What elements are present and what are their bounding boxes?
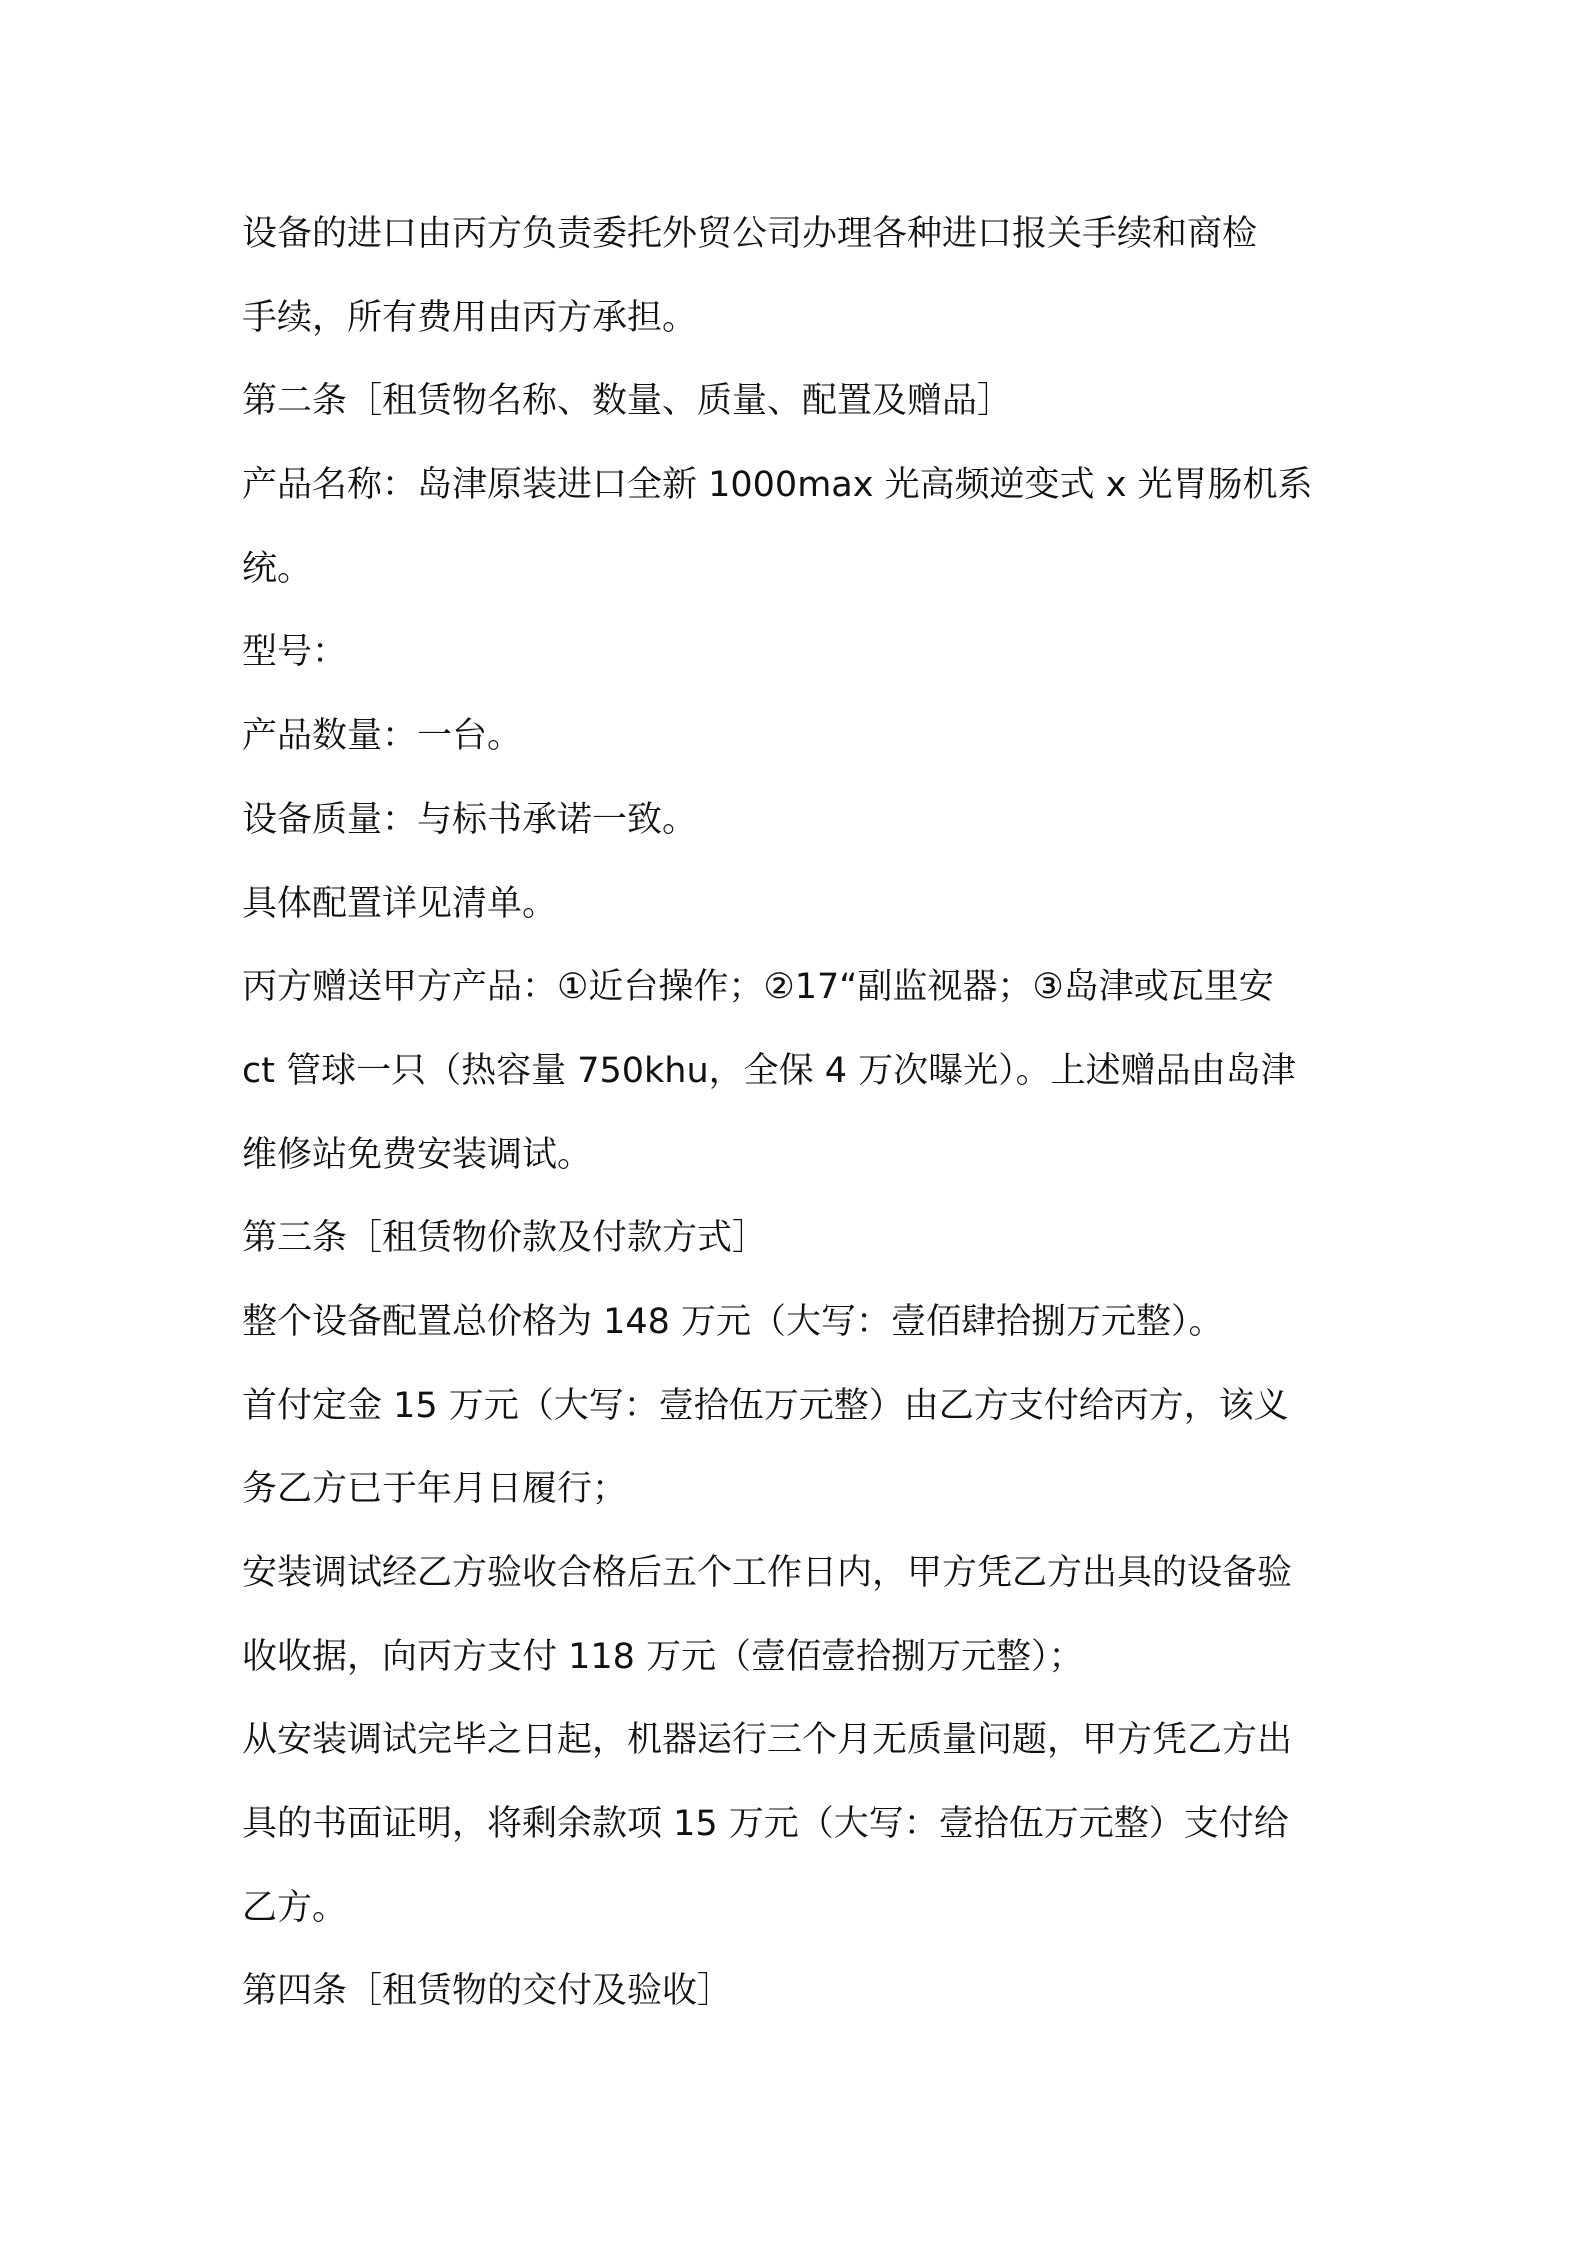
paragraph-line: 安装调试经乙方验收合格后五个工作日内，甲方凭乙方出具的设备验 — [242, 1553, 1293, 1593]
section-heading: 第四条［租赁物的交付及验收］ — [242, 1971, 733, 2012]
paragraph-line: 收收据，向丙方支付 118 万元（壹佰壹拾捌万元整）； — [242, 1636, 1084, 1677]
paragraph-line: 首付定金 15 万元（大写：壹拾伍万元整）由乙方支付给丙方，该义 — [242, 1385, 1289, 1426]
paragraph-line: 产品名称：岛津原装进口全新 1000max 光高频逆变式 x 光胃肠机系 — [242, 465, 1313, 506]
paragraph-line: 设备质量：与标书承诺一致。 — [242, 799, 698, 840]
paragraph-line: 乙方。 — [242, 1887, 348, 1928]
paragraph-line: 型号： — [242, 632, 348, 673]
paragraph-line: 手续，所有费用由丙方承担。 — [242, 297, 698, 338]
section-heading: 第二条［租赁物名称、数量、质量、配置及赠品］ — [242, 381, 1013, 422]
paragraph-line: 整个设备配置总价格为 148 万元（大写：壹佰肆拾捌万元整）。 — [242, 1301, 1224, 1342]
section-heading: 第三条［租赁物价款及付款方式］ — [242, 1218, 768, 1259]
paragraph-line: 具的书面证明，将剩余款项 15 万元（大写：壹拾伍万元整）支付给 — [242, 1804, 1289, 1845]
paragraph-line: 具体配置详见清单。 — [242, 883, 558, 924]
paragraph-line: 从安装调试完毕之日起，机器运行三个月无质量问题，甲方凭乙方出 — [242, 1720, 1293, 1761]
paragraph-line: 统。 — [242, 548, 313, 589]
paragraph-line: ct 管球一只（热容量 750khu，全保 4 万次曝光）。上述赠品由岛津 — [242, 1050, 1296, 1091]
paragraph-line: 丙方赠送甲方产品：①近台操作；②17“副监视器；③岛津或瓦里安 — [242, 967, 1274, 1008]
document-body — [242, 193, 1362, 2034]
paragraph-line: 设备的进口由丙方负责委托外贸公司办理各种进口报关手续和商检 — [242, 214, 1258, 254]
paragraph-line: 维修站免费安装调试。 — [242, 1134, 593, 1175]
paragraph-line: 务乙方已于年月日履行； — [242, 1469, 628, 1510]
paragraph-line: 产品数量：一台。 — [242, 716, 523, 757]
